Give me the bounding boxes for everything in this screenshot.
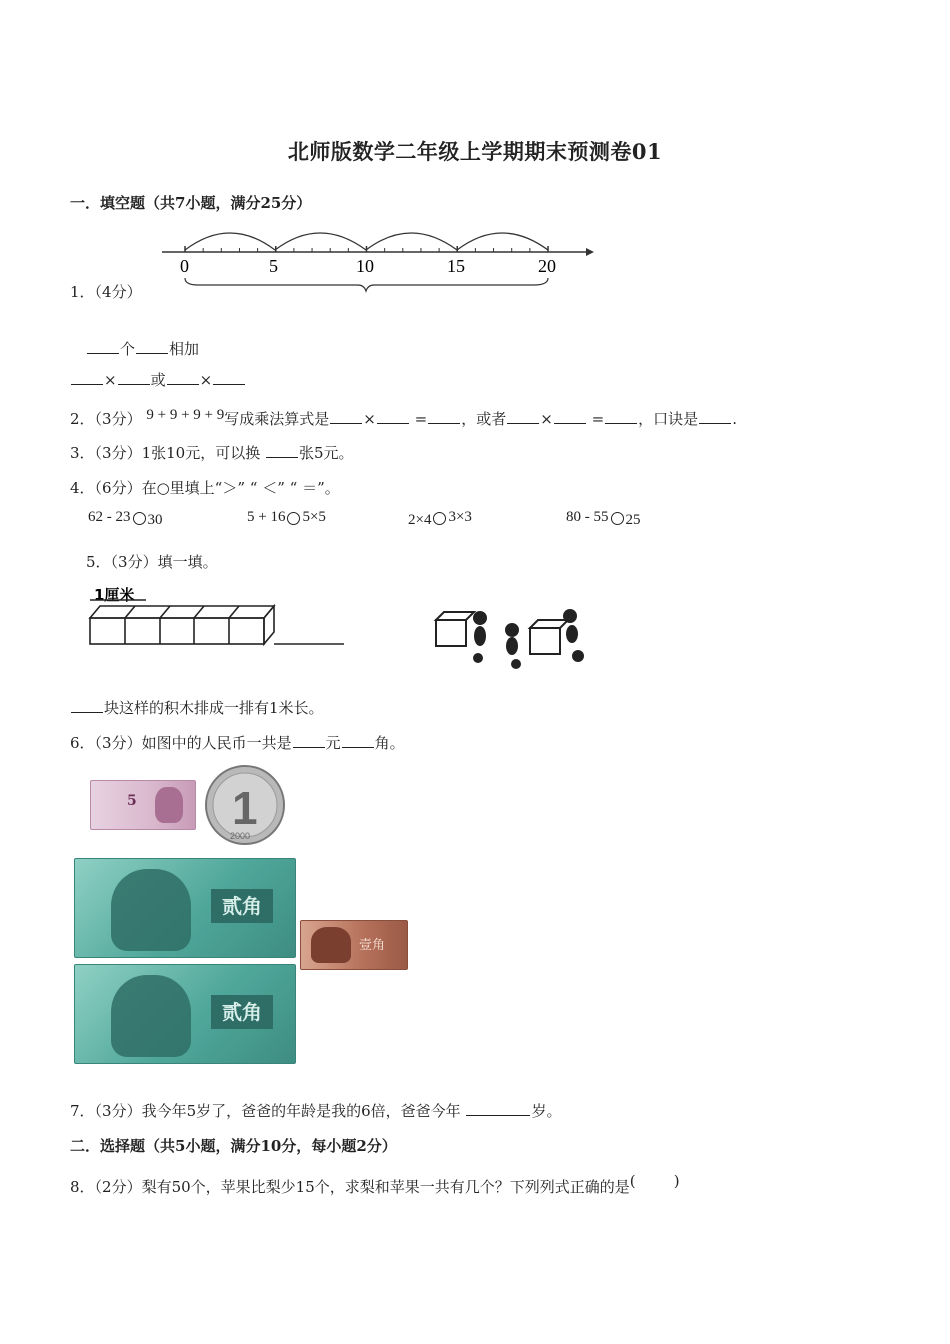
two-jiao-label: 贰角 [211,889,273,923]
q7-text-1: 我今年5岁了，爸爸的年龄是我的6倍，爸爸今年 [141,1102,461,1120]
q4-item-4-left: 80 - 55 [566,509,609,525]
q6-blank-yuan[interactable] [293,733,325,748]
q2-score: （3分） [94,410,142,428]
q7-text-2: 岁。 [531,1102,562,1120]
q3-text-2: 张5元。 [299,444,354,462]
jump-arc-4 [457,233,548,250]
q4-circle-3[interactable] [433,512,446,525]
q2-blank-1[interactable] [330,409,362,424]
q2-blank-3[interactable] [428,409,460,424]
q4-item-2 [247,509,326,529]
q2-times-2: × [540,410,553,428]
q7-line [70,1100,561,1121]
q5-answer-text: 块这样的积木排成一排有1米长。 [104,699,324,717]
section-2-heading: 二．选择题（共5小题，满分10分，每小题2分） [70,1137,397,1155]
q8-answer-paren[interactable]: ( ) [629,1172,680,1190]
q1-blank-4[interactable] [118,370,150,385]
q1-score: （4分） [94,283,142,301]
q1-times-2: × [199,371,213,389]
block-side [264,606,274,644]
coin-year: 2000 [230,831,251,841]
q4-item-3-right: 3×3 [448,509,472,525]
five-yuan-denomination: 5 [127,793,137,809]
q2-text-or: ，或者 [461,410,507,428]
q4-item-2-right: 5×5 [302,509,326,525]
q4-item-2-left: 5 + 16 [247,509,286,525]
q1-blank-5[interactable] [167,370,199,385]
two-jiao-note-1 [74,858,296,958]
q6-text-1: 如图中的人民币一共是 [141,734,292,752]
tick-label-15: 15 [447,256,465,276]
carried-block-1 [436,620,466,646]
q2-expression: 9 + 9 + 9 + 9 [146,407,225,423]
q4-line [70,477,340,498]
q2-blank-7[interactable] [699,409,731,424]
q5-blank[interactable] [71,698,103,713]
q1-text-xiangjia: 相加 [169,340,200,358]
q7-score: （3分） [94,1102,142,1120]
q6-text-yuan: 元 [325,734,341,752]
q2-blank-6[interactable] [605,409,637,424]
q1-number: 1． [70,283,95,301]
q1-header [70,281,142,302]
q7-blank[interactable] [466,1101,530,1116]
q1-line1 [86,338,199,359]
one-yuan-coin [204,764,286,846]
jump-arc-1 [185,233,275,250]
q4-item-1 [88,509,163,529]
q1-text-or: 或 [150,371,166,389]
q2-eq-2: = [591,410,605,428]
q7-number: 7． [70,1102,95,1120]
q8-text: 梨有50个，苹果比梨少15个，求梨和苹果一共有几个？下列列式正确的是 [141,1178,630,1196]
ant-2-head [505,623,519,637]
q5-text: 填一填。 [157,553,218,571]
q1-blank-1[interactable] [87,339,119,354]
portrait-icon [155,787,183,823]
q4-item-4-right: 25 [625,512,641,528]
people-portrait-icon [111,869,191,951]
q5-answer-line [70,697,324,718]
q1-blank-3[interactable] [71,370,103,385]
q8-line [70,1172,680,1197]
q1-blank-6[interactable] [213,370,245,385]
two-jiao-note-2 [74,964,296,1064]
q6-text-jiao: 角。 [374,734,405,752]
q5-line [86,551,218,572]
q2-times-1: × [363,410,376,428]
q5-number: 5． [86,553,111,571]
tick-label-5: 5 [269,256,278,276]
block-top [90,606,274,618]
q3-blank[interactable] [266,443,298,458]
q1-times-1: × [104,371,117,389]
q5-score: （3分） [110,553,158,571]
ant-1-head [473,611,487,625]
coin-value: 1 [232,782,258,834]
q4-item-1-left: 62 - 23 [88,509,131,525]
q2-number: 2． [70,410,95,428]
people-portrait-icon [311,927,351,963]
q4-item-3-left: 2×4 [408,512,432,528]
q6-score: （3分） [94,734,142,752]
q3-score: （3分） [94,444,142,462]
q8-score: （2分） [94,1178,142,1196]
two-jiao-label: 贰角 [211,995,273,1029]
q6-number: 6． [70,734,95,752]
page-title: 北师版数学二年级上学期期末预测卷01 [287,139,663,164]
q4-item-3 [408,509,472,529]
jump-arc-2 [275,233,366,250]
carried-block-2 [530,628,560,654]
q3-line [70,442,354,463]
q4-item-4 [566,509,641,529]
q4-text: 在○里填上“＞” “ ＜” “ ＝”。 [141,479,340,497]
q2-blank-4[interactable] [507,409,539,424]
section-1-heading: 一．填空题（共7小题，满分25分） [70,194,312,212]
one-jiao-label: 壹角 [359,938,386,953]
q4-number: 4． [70,479,95,497]
q2-end: . [732,410,737,428]
q2-blank-2[interactable] [377,409,409,424]
tick-label-0: 0 [180,256,189,276]
q4-score: （6分） [94,479,142,497]
q1-text-ge: 个 [120,340,136,358]
q8-number: 8． [70,1178,95,1196]
q4-circle-4[interactable] [611,512,624,525]
five-yuan-note [90,780,196,830]
block-row [90,606,274,644]
q4-item-1-right: 30 [147,512,163,528]
number-line-arrow [586,248,594,256]
q3-number: 3． [70,444,95,462]
q4-circle-1[interactable] [133,512,146,525]
ants-carrying-blocks-image [430,600,596,670]
number-line-figure [158,222,598,294]
block-front [90,618,264,644]
q4-circle-2[interactable] [287,512,300,525]
jump-arc-3 [366,233,457,250]
ruler-label: 1厘米 [94,586,135,604]
tick-label-10: 10 [356,256,374,276]
q6-blank-jiao[interactable] [342,733,374,748]
blocks-figure [86,584,356,654]
ant-3-head [563,609,577,623]
people-portrait-icon [111,975,191,1057]
q2-text: 写成乘法算式是 [224,410,330,428]
q1-blank-2[interactable] [136,339,168,354]
tick-label-20: 20 [538,256,556,276]
q1-line2 [70,369,246,390]
q6-line [70,732,405,753]
one-jiao-note [300,920,408,970]
q2-text-koujue: ，口诀是 [638,410,699,428]
q2-line [70,408,737,429]
q2-blank-5[interactable] [554,409,586,424]
q2-eq-1: = [414,410,428,428]
q3-text-1: 1张10元，可以换 [141,444,261,462]
total-brace [185,278,548,291]
